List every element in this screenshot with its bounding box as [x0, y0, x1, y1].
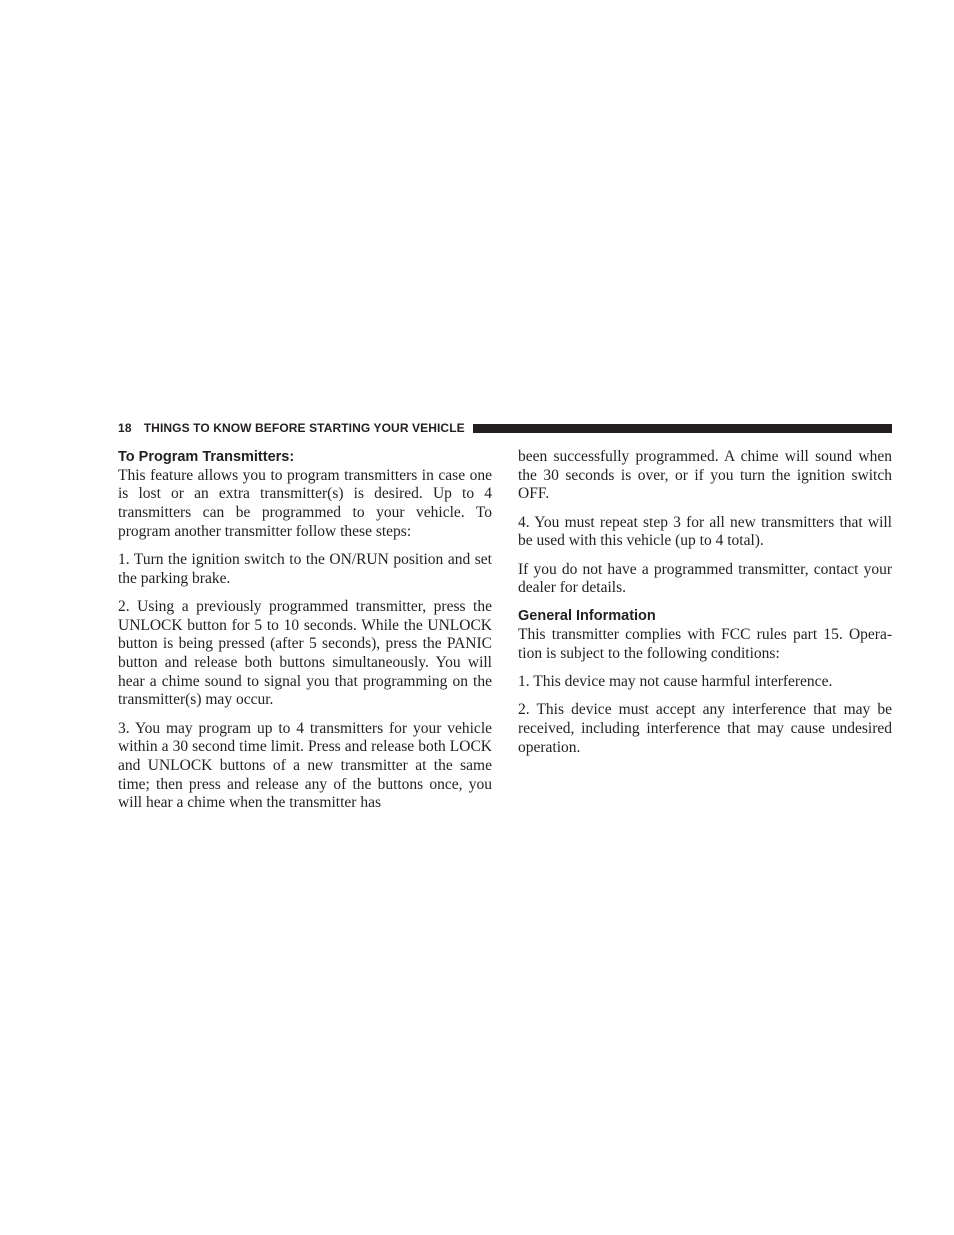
header-rule	[473, 424, 892, 433]
dealer-contact-paragraph: If you do not have a programmed transmitter, contact your dealer for details.	[518, 560, 892, 597]
condition-1-paragraph: 1. This device may not cause harmful interference.	[518, 673, 833, 691]
left-column	[118, 448, 492, 823]
general-information-heading: General Information	[518, 608, 656, 625]
step-1-paragraph: 1. Turn the ignition switch to the ON/RUN position and set the parking brake.	[118, 551, 492, 587]
step-2-paragraph: 2. Using a previously programmed transmitter, press the UNLOCK button for 5 to 10 seconds. While the UNLOCK button is being pressed (after 5 seconds), press the PANIC button and release both buttons simultaneously. You will hear a chime sound to signal you that programming on the transmitter(s) may occur.	[118, 597, 492, 709]
program-transmitters-heading: To Program Transmitters:	[118, 449, 295, 465]
section-title: THINGS TO KNOW BEFORE STARTING YOUR VEHICLE	[143, 421, 465, 435]
step-3-paragraph: 3. You may program up to 4 transmitters for your vehicle within a 30 second time limit. Press and release both LOCK and UNLOCK buttons of a new transmitter at the same time; then press and release any of the buttons once, you will hear a chime when the transmitter has	[118, 719, 492, 812]
right-column	[518, 448, 892, 767]
step-3-continued-paragraph: been successfully programmed. A chime will sound when the 30 seconds is over, or if you turn the ignition switch OFF.	[518, 448, 892, 503]
condition-2-paragraph: 2. This device must accept any interference that may be received, including interference that may cause undesired operation.	[518, 701, 892, 756]
step-4-paragraph: 4. You must repeat step 3 for all new transmitters that will be used with this vehicle (up to 4 total).	[518, 513, 892, 550]
page-header	[118, 419, 892, 437]
fcc-compliance-paragraph: This transmitter complies with FCC rules part 15. Operation is subject to the following conditions:	[518, 626, 892, 662]
page-number: 18	[118, 421, 132, 435]
intro-paragraph: This feature allows you to program transmitters in case one is lost or an extra transmitter(s) is desired. Up to 4 transmitters can be programmed to your vehicle. To program another transmitter follow these steps:	[118, 466, 492, 540]
